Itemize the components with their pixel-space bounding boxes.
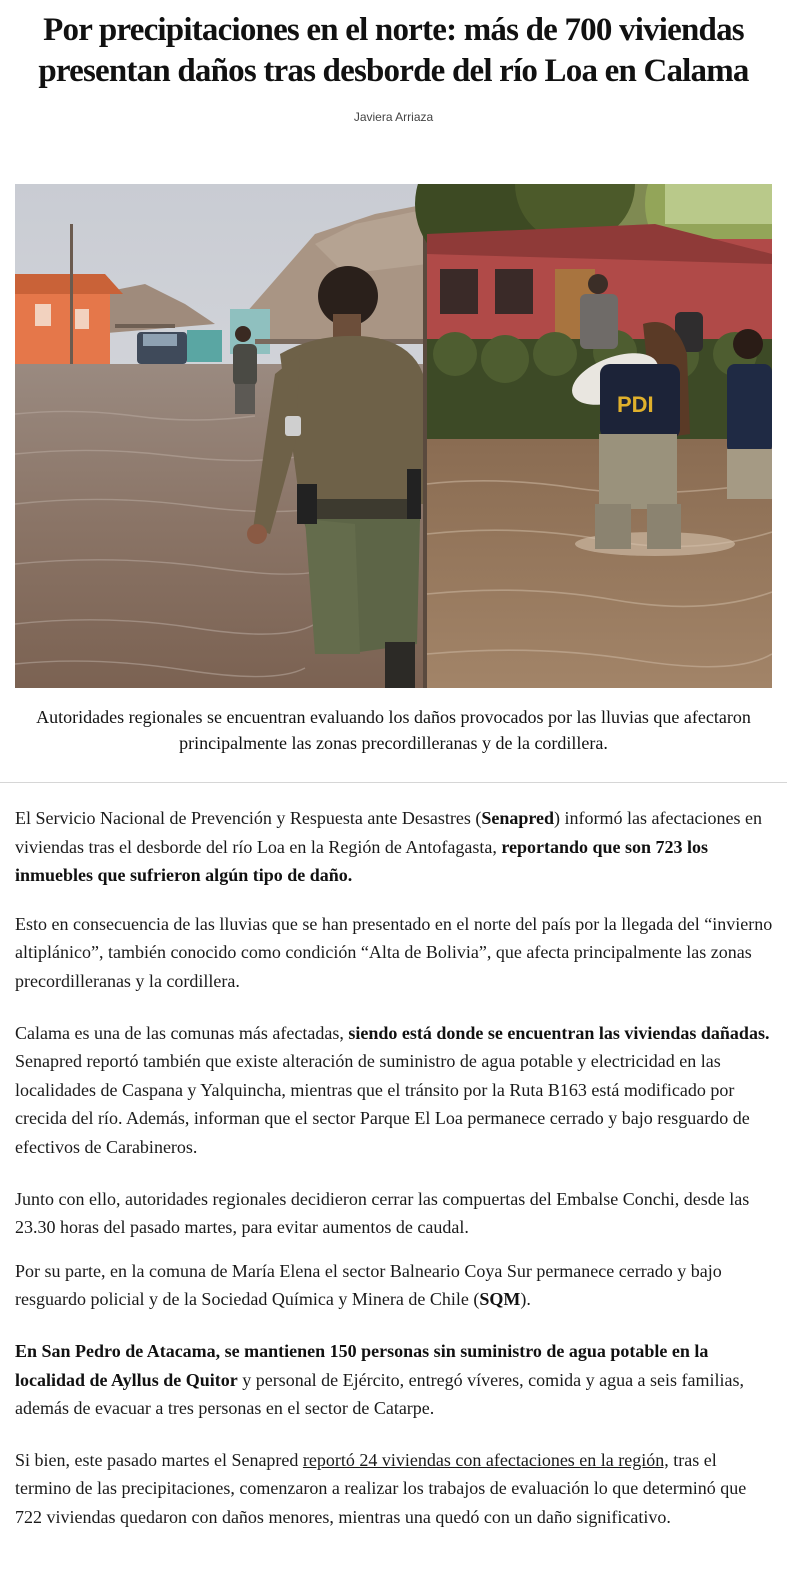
paragraph-2: Esto en consecuencia de las lluvias que se han presentado en el norte del país por la llegada del “invierno altiplánico”, también conocido como condición “Alta de Bolivia”, que afecta principalmente las zonas precordilleranas y la cordillera.: [15, 913, 773, 991]
paragraph-7: Si bien, este pasado martes el Senapred reportó 24 viviendas con afectaciones en la región, tras el termino de las precipitaciones, comenzaron a realizar los trabajos de evaluación lo que determinó que 722 viviendas quedaron con daños menores, mientras una quedó con un daño significativo.: [15, 1449, 747, 1527]
article-body: [15, 804, 775, 1531]
paragraph-3: Calama es una de las comunas más afectadas, siendo está donde se encuentran las viviendas dañadas. Senapred reportó también que existe alteración de suministro de agua potable y electricidad en las localidades de Caspana y Yalquincha, mientras que el tránsito por la Ruta B163 está modificado por crecida del río. Además, informan que el sector Parque El Loa permanece cerrado y bajo resguardo de efectivos de Carabineros.: [15, 1022, 770, 1157]
paragraph-5: Por su parte, en la comuna de María Elena el sector Balneario Coya Sur permanece cerrado y bajo resguardo policial y de la Sociedad Química y Minera de Chile (SQM).: [15, 1260, 722, 1310]
photo-left-flooded-street: [15, 184, 427, 688]
paragraph-1: El Servicio Nacional de Prevención y Respuesta ante Desastres (Senapred) informó las afectaciones en viviendas tras el desborde del río Loa en la Región de Antofagasta, reportando que son 723 los inmuebles que sufrieron algún tipo de daño.: [15, 808, 762, 886]
article-photo: [15, 184, 772, 688]
senapred-report-link[interactable]: reportó 24 viviendas con afectaciones en la región,: [302, 1449, 669, 1470]
paragraph-6: En San Pedro de Atacama, se mantienen 150 personas sin suministro de agua potable en la localidad de Ayllus de Quitor y personal de Ejército, entregó víveres, comida y agua a seis familias, además de evacuar a tres personas en el sector de Catarpe.: [15, 1340, 745, 1419]
article-headline: Por precipitaciones en el norte: más de 700 viviendas presentan daños tras desborde del río Loa en Calama: [38, 12, 749, 89]
pdi-vest-label: PDI: [617, 392, 654, 417]
section-divider: [0, 782, 787, 783]
paragraph-4: Junto con ello, autoridades regionales decidieron cerrar las compuertas del Embalse Conchi, desde las 23.30 horas del pasado martes, para evitar aumentos de caudal.: [15, 1188, 750, 1238]
article-author[interactable]: Javiera Arriaza: [353, 110, 434, 124]
image-caption: Autoridades regionales se encuentran evaluando los daños provocados por las lluvias que afectaron principalmente las zonas precordilleranas y de la cordillera.: [36, 707, 751, 753]
photo-right-pdi-officers: [415, 184, 772, 688]
